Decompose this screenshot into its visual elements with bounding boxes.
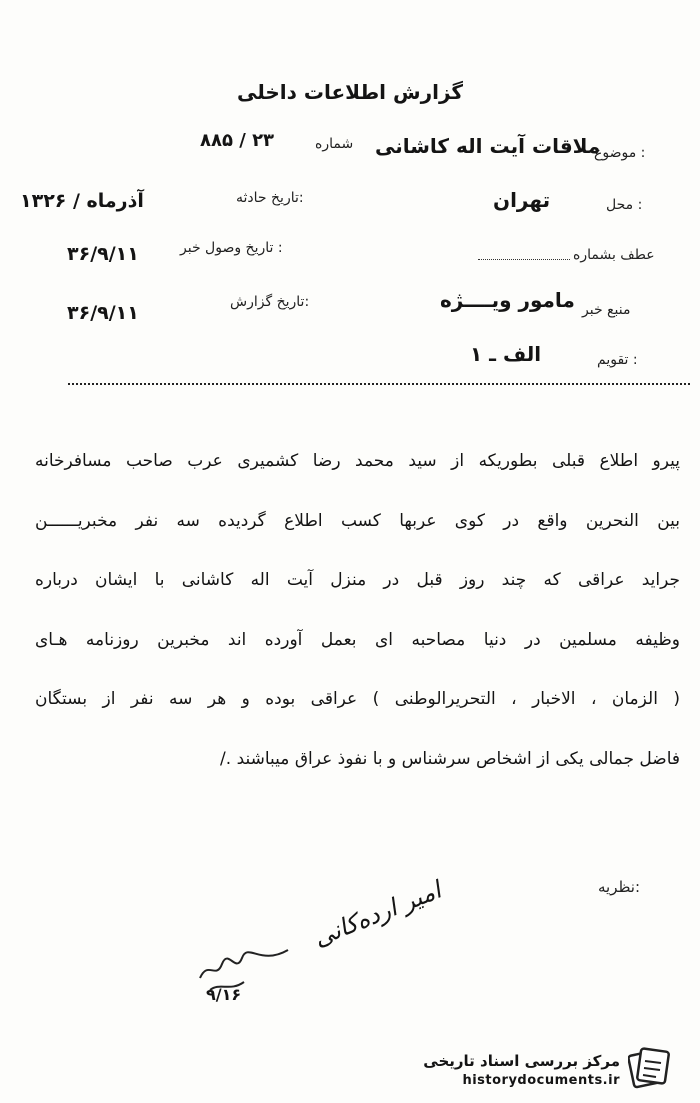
rating-label: تقویم : [597,352,638,368]
signature: امیر ارده‌کانی [309,875,445,953]
footer-org-name: مرکز بررسی اسناد تاریخی [423,1052,620,1070]
place-value: تهران [493,188,551,212]
number-value: ۸۸۵ / ۲۳ [200,130,275,151]
body-line: پیرو اطلاع قبلی بطوریکه از سید محمد رضا کشمیری عرب صاحب مسافرخانه [35,451,680,471]
source-label: منبع خبر [582,302,631,318]
body-line: فاضل جمالی یکی از اشخاص سرشناس و با نفوذ عراق میباشند ./ [220,748,680,769]
receipt-date-label: تاریخ وصول خبر : [180,240,283,256]
source-value: مامور ویــــژه [440,288,575,312]
body-line: ( الزمان ، الاخبار ، التحریرالوطنی ) عراقی بوده و هر سه نفر از بستگان [35,689,680,709]
report-date-value: ۳۶/۹/۱۱ [67,302,139,324]
page-title: گزارش اطلاعات داخلی [236,80,464,104]
place-label: محل : [606,197,643,213]
receipt-date-value: ۳۶/۹/۱۱ [67,243,139,265]
archive-logo-icon [628,1045,670,1089]
body-line: وظیفه مسلمین در دنیا مصاحبه ای بعمل آورده اند مخبرین روزنامه هـای [35,629,680,650]
reference-label: عطف بشماره [573,247,655,263]
subject-label: موضوع : [594,145,646,161]
body-line: جراید عراقی که چند روز قبل در منزل آیت اله کاشانی با ایشان درباره [35,570,680,590]
report-date-label: تاریخ گزارش: [230,294,310,310]
report-body [35,432,680,789]
rating-value: الف ـ ۱ [470,342,542,366]
body-line: بین النحرین واقع در کوی عربها کسب اطلاع گردیده سه نفر مخبریــــــن [35,510,680,531]
number-label: شماره [315,136,354,152]
reference-dotted-line [478,258,570,260]
event-date-label: تاریخ حادثه: [236,190,304,206]
subject-value: ملاقات آیت اله کاشانی [375,134,601,158]
opinion-label: نظریه: [598,878,641,896]
header-divider [68,383,690,385]
footer-url: historydocuments.ir [462,1073,620,1088]
event-date-value: آذرماه / ۱۳۲۶ [20,190,144,212]
margin-note: ۹/۱۶ [206,985,242,1004]
